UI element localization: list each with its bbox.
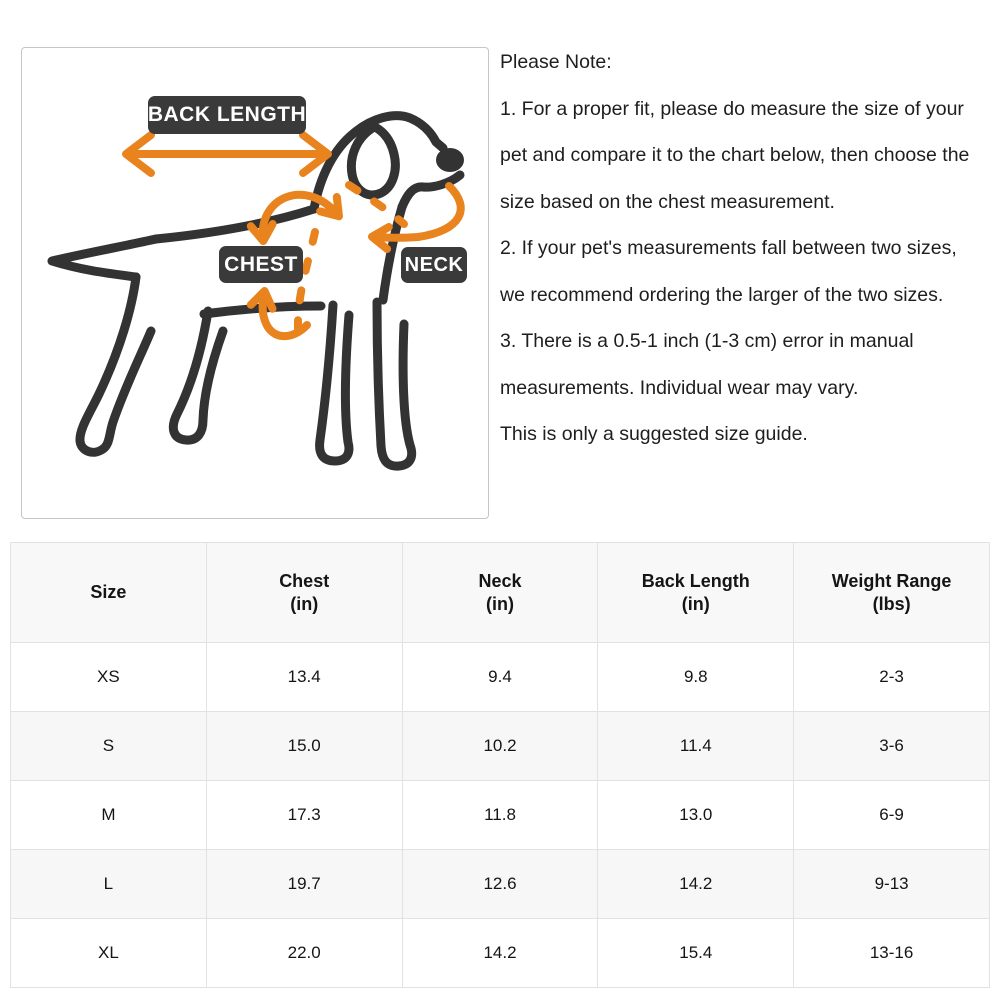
size-cell: L bbox=[11, 850, 207, 919]
weight-range-cell: 6-9 bbox=[794, 781, 990, 850]
weight-range-cell: 3-6 bbox=[794, 712, 990, 781]
neck-cell: 9.4 bbox=[402, 643, 598, 712]
note-line: pet and compare it to the chart below, then choose the bbox=[500, 144, 970, 166]
dog-nose bbox=[436, 148, 464, 172]
col-header-back-length: Back Length (in) bbox=[598, 543, 794, 643]
table-row-m bbox=[11, 781, 990, 850]
size-cell: S bbox=[11, 712, 207, 781]
size-cell: XS bbox=[11, 643, 207, 712]
chest-cell: 19.7 bbox=[206, 850, 402, 919]
neck-cell: 12.6 bbox=[402, 850, 598, 919]
chest-cell: 15.0 bbox=[206, 712, 402, 781]
col-header-chest: Chest (in) bbox=[206, 543, 402, 643]
table-header-row bbox=[11, 543, 990, 643]
note-line: This is only a suggested size guide. bbox=[500, 423, 808, 445]
weight-range-cell: 2-3 bbox=[794, 643, 990, 712]
weight-range-cell: 13-16 bbox=[794, 919, 990, 988]
neck-cell: 14.2 bbox=[402, 919, 598, 988]
back-length-cell: 9.8 bbox=[598, 643, 794, 712]
note-line: 3. There is a 0.5-1 inch (1-3 cm) error in manual bbox=[500, 330, 914, 352]
table-row-xl bbox=[11, 919, 990, 988]
size-cell: M bbox=[11, 781, 207, 850]
note-line: 1. For a proper fit, please do measure the size of your bbox=[500, 97, 964, 120]
table-row-xs bbox=[11, 643, 990, 712]
back-length-cell: 13.0 bbox=[598, 781, 794, 850]
notes-block bbox=[500, 39, 969, 458]
col-header-neck: Neck (in) bbox=[402, 543, 598, 643]
note-line: 2. If your pet's measurements fall between two sizes, bbox=[500, 237, 957, 259]
chest-cell: 13.4 bbox=[206, 643, 402, 712]
size-table bbox=[10, 542, 990, 988]
size-cell: XL bbox=[11, 919, 207, 988]
col-header-size: Size bbox=[11, 543, 207, 643]
note-line: we recommend ordering the larger of the two sizes. bbox=[500, 283, 944, 306]
col-header-weight-range: Weight Range (lbs) bbox=[794, 543, 990, 643]
back-length-cell: 11.4 bbox=[598, 712, 794, 781]
measurement-diagram bbox=[21, 47, 489, 519]
dog-outline bbox=[52, 116, 464, 466]
chest-cell: 22.0 bbox=[206, 919, 402, 988]
table-row-l bbox=[11, 850, 990, 919]
table-row-s bbox=[11, 712, 990, 781]
back-length-cell: 15.4 bbox=[598, 919, 794, 988]
weight-range-cell: 9-13 bbox=[794, 850, 990, 919]
neck-badge: NECK bbox=[401, 247, 467, 283]
back-length-cell: 14.2 bbox=[598, 850, 794, 919]
back-length-badge: BACK LENGTH bbox=[148, 96, 306, 134]
note-line: size based on the chest measurement. bbox=[500, 190, 835, 213]
neck-cell: 10.2 bbox=[402, 712, 598, 781]
chest-badge: CHEST bbox=[219, 246, 303, 283]
note-line: measurements. Individual wear may vary. bbox=[500, 376, 859, 399]
chest-cell: 17.3 bbox=[206, 781, 402, 850]
neck-cell: 11.8 bbox=[402, 781, 598, 850]
notes-title: Please Note: bbox=[500, 51, 612, 73]
